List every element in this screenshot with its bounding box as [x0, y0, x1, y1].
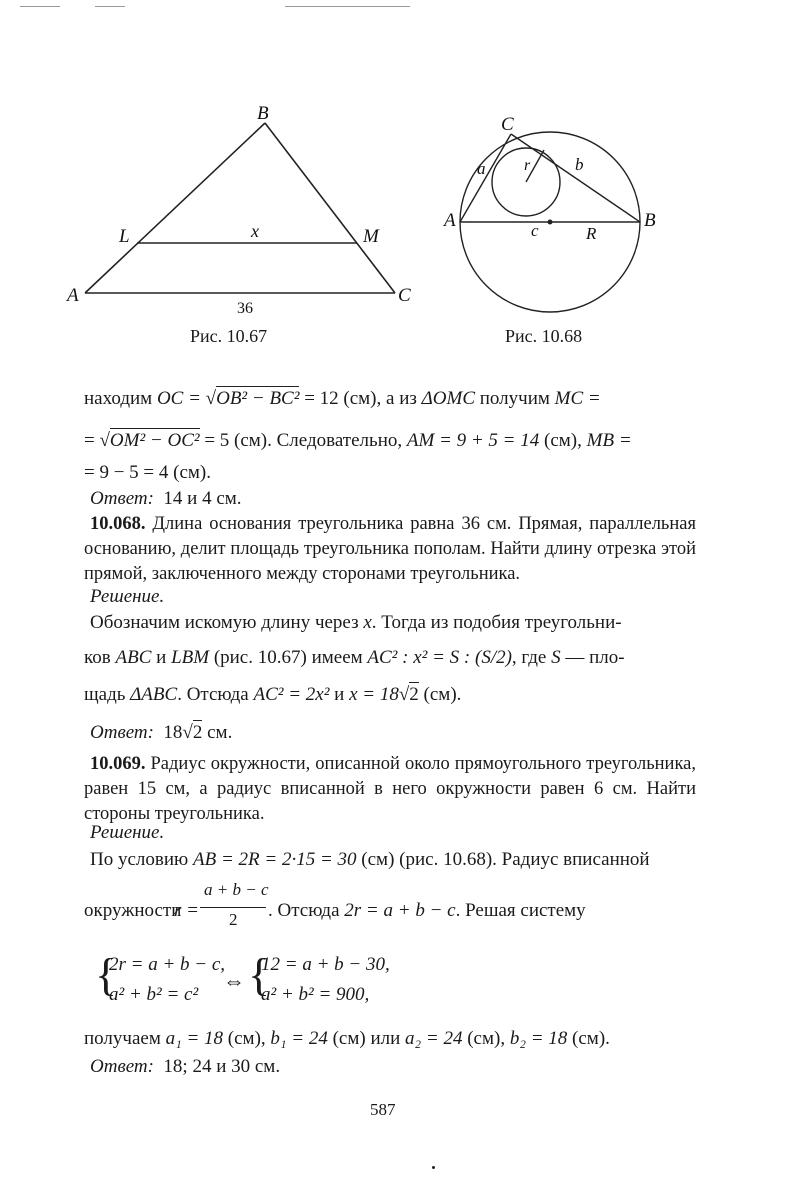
page-number: 587	[370, 1100, 396, 1119]
answer-value: см.	[202, 722, 233, 743]
answer-value: 18	[163, 722, 183, 743]
left-brace: {	[95, 949, 118, 1000]
formula: a₂ = 24	[405, 1028, 463, 1049]
formula: x = 18	[349, 684, 399, 705]
solution-label-68: Решение.	[90, 586, 165, 607]
sqrt-symbol: √	[99, 430, 110, 451]
text: получим	[475, 388, 555, 409]
solution-69-result	[84, 1028, 610, 1050]
figure-10-67	[55, 95, 435, 325]
answer-label: Ответ:	[90, 488, 154, 509]
answer-label: Ответ:	[90, 722, 154, 743]
fraction-denominator: 2	[229, 910, 238, 929]
text: = 12 (см), а из	[299, 388, 422, 409]
left-brace: {	[248, 949, 271, 1000]
solution-68-line-1	[90, 612, 622, 634]
system-eq: 12 = a + b − 30,	[261, 954, 390, 975]
text: , где	[511, 647, 552, 668]
formula: b₂ = 18	[509, 1028, 568, 1049]
formula: 2	[409, 684, 419, 705]
formula: a₁ = 18	[165, 1028, 224, 1049]
formula: ABC	[115, 647, 152, 668]
fig2-label-c-side: c	[531, 221, 539, 240]
answer-68	[90, 722, 232, 744]
formula: r =	[174, 900, 199, 921]
scan-dot	[432, 1166, 435, 1169]
system-eq: a² + b² = c²	[109, 984, 199, 1005]
fig1-label-m: M	[363, 226, 379, 247]
text: (см).	[567, 1028, 610, 1049]
formula: OM² − OC²	[109, 430, 200, 451]
formula: 2r = a + b − c	[344, 900, 456, 921]
fig2-label-b-side: b	[575, 155, 584, 174]
problem-number: 10.068.	[90, 514, 146, 534]
formula: ΔABC	[130, 684, 178, 705]
text: и	[329, 684, 350, 705]
sqrt-symbol: √	[182, 722, 193, 743]
text: находим	[84, 388, 157, 409]
fig2-label-c: C	[501, 114, 514, 135]
formula: AC² : x² = S : (S/2)	[367, 647, 512, 668]
text: получаем	[84, 1028, 166, 1049]
text: окружности	[84, 900, 182, 921]
text: (см) или	[327, 1028, 406, 1049]
fraction-numerator: a + b − c	[204, 880, 269, 899]
answer-1	[90, 488, 242, 510]
fig2-label-a: A	[444, 210, 456, 231]
text: (см),	[539, 430, 587, 451]
fig1-label-a: A	[67, 285, 79, 306]
text: . Отсюда	[177, 684, 254, 705]
text: ков	[84, 647, 116, 668]
text: . Отсюда	[268, 900, 345, 921]
text-line-3: = 9 − 5 = 4 (см).	[84, 462, 212, 483]
sqrt-symbol: √	[398, 684, 410, 705]
problem-10-068	[84, 512, 696, 587]
solution-label-69: Решение.	[90, 822, 165, 843]
fig2-label-r-big: R	[586, 224, 597, 243]
text: =	[84, 430, 100, 451]
formula: MC =	[554, 388, 601, 409]
answer-value: 14 и 4 см.	[163, 488, 242, 509]
answer-69	[90, 1056, 280, 1078]
fig2-label-b: B	[644, 210, 656, 231]
fraction-bar	[200, 907, 266, 908]
formula: OB² − BC²	[216, 388, 300, 409]
formula: MB =	[586, 430, 632, 451]
system-eq: 2r = a + b − c,	[109, 954, 226, 975]
equation-system	[95, 950, 395, 1010]
answer-value: 2	[192, 722, 203, 743]
sqrt-symbol: √	[205, 388, 217, 409]
text: (рис. 10.67) имеем	[209, 647, 368, 668]
text: (см).	[418, 684, 462, 705]
scan-artifact	[285, 6, 410, 7]
system-eq: a² + b² = 900,	[261, 984, 370, 1005]
fig1-label-b: B	[257, 103, 269, 124]
answer-value: 18; 24 и 30 см.	[163, 1056, 281, 1077]
text: Обозначим искомую длину через	[90, 612, 364, 633]
text: (см),	[462, 1028, 510, 1049]
solution-68-line-3	[84, 684, 461, 706]
text: . Решая систему	[455, 900, 586, 921]
formula: AB = 2R = 2·15 = 30	[192, 849, 357, 870]
solution-69-line-1	[90, 849, 650, 871]
answer-label: Ответ:	[90, 1056, 154, 1077]
text: По условию	[90, 849, 193, 870]
text: щадь	[84, 684, 131, 705]
scan-artifact	[20, 6, 60, 7]
fig1-label-l: L	[119, 226, 130, 247]
problem-text: Длина основания треугольника равна 36 см. Прямая, параллельная основанию, делит площадь треугольника пополам. Найти длину отрезка этой прямой, заключенного между сторонами треугольника.	[84, 514, 696, 584]
text: и	[151, 647, 172, 668]
caption-fig-10-68: Рис. 10.68	[505, 326, 583, 346]
text: (см),	[223, 1028, 271, 1049]
fig1-label-36: 36	[237, 300, 253, 317]
fig1-label-c: C	[398, 285, 411, 306]
problem-number: 10.069.	[90, 754, 146, 774]
formula: AM = 9 + 5 = 14	[406, 430, 540, 451]
text: . Тогда из подобия треугольни-	[371, 612, 622, 633]
text: (см) (рис. 10.68). Радиус вписанной	[356, 849, 650, 870]
formula: ΔOMC	[421, 388, 475, 409]
text: = 5 (см). Следовательно,	[199, 430, 407, 451]
formula: AC² = 2x²	[253, 684, 330, 705]
fig2-label-a-side: a	[477, 159, 486, 178]
text-line-2	[84, 430, 632, 452]
formula: LBM	[171, 647, 210, 668]
formula: S	[551, 647, 561, 668]
figure-10-68	[438, 110, 678, 335]
problem-text: Радиус окружности, описанной около прямоугольного треугольника, равен 15 см, а радиус вписанной в него окружности равен 6 см. Найти стороны треугольника.	[84, 754, 696, 824]
fig1-label-x: x	[251, 221, 259, 241]
formula: b₁ = 24	[270, 1028, 328, 1049]
equivalence-arrow: ⇔	[223, 968, 245, 993]
scan-artifact	[95, 6, 125, 7]
problem-10-069	[84, 752, 696, 827]
solution-68-line-2	[84, 647, 625, 669]
formula: x	[363, 612, 372, 633]
fig2-label-r: r	[524, 157, 531, 174]
text-line-1	[84, 388, 601, 410]
caption-fig-10-67: Рис. 10.67	[190, 326, 268, 346]
formula: OC =	[156, 388, 206, 409]
text: — пло-	[560, 647, 625, 668]
